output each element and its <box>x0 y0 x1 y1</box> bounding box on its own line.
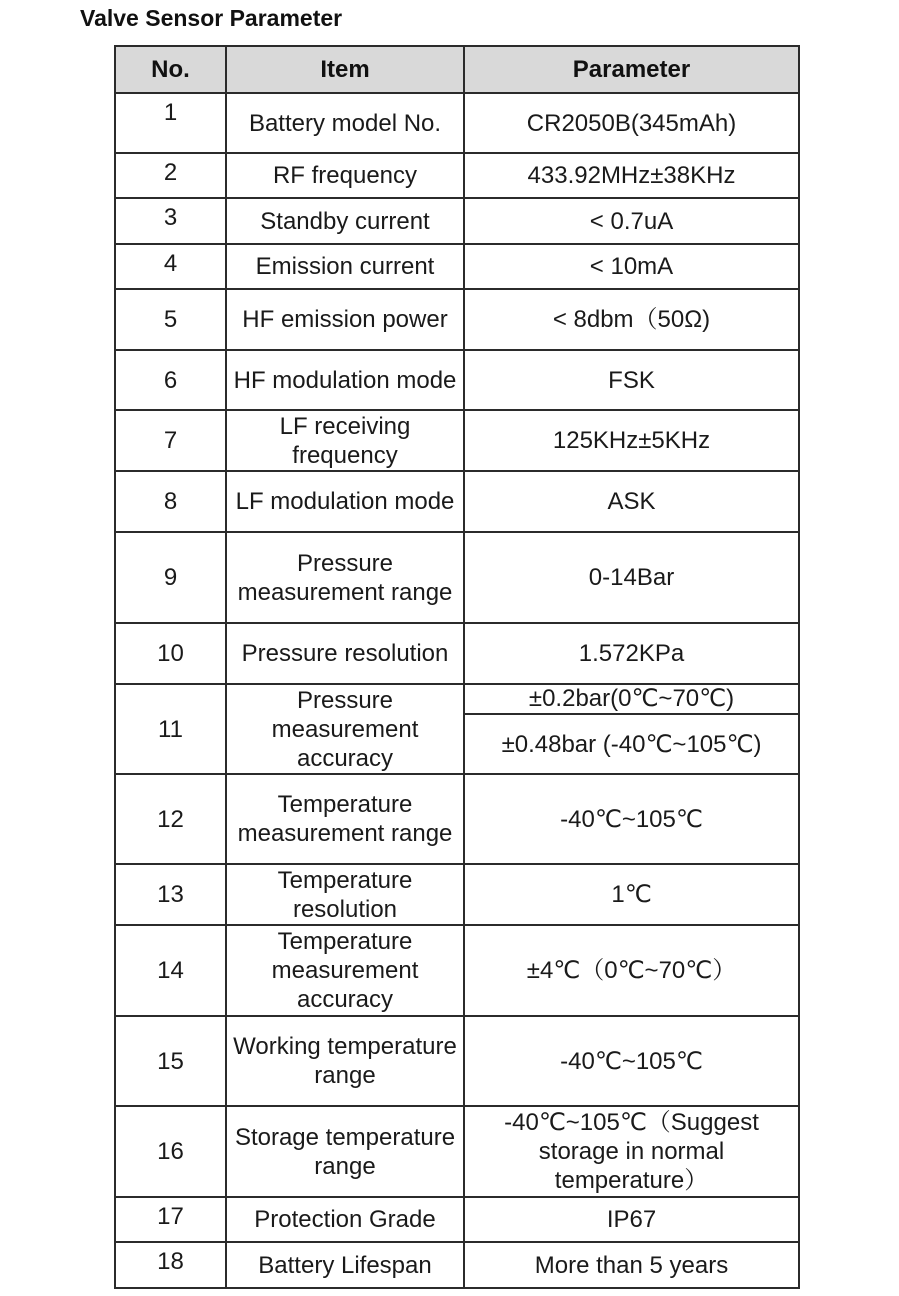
header-parameter: Parameter <box>464 46 799 93</box>
table-row <box>115 864 799 925</box>
row-number: 17 <box>115 1197 226 1242</box>
row-item: Battery Lifespan <box>226 1242 464 1288</box>
row-parameter: More than 5 years <box>464 1242 799 1288</box>
table-row <box>115 153 799 198</box>
table-row <box>115 623 799 684</box>
row-parameter: FSK <box>464 350 799 410</box>
table-row <box>115 410 799 471</box>
row-item: Pressure measurement range <box>226 532 464 623</box>
table-row <box>115 925 799 1016</box>
row-number: 16 <box>115 1106 226 1197</box>
row-item: Temperature measurement range <box>226 774 464 864</box>
table-row <box>115 198 799 244</box>
row-parameter-split <box>464 684 799 774</box>
row-number: 15 <box>115 1016 226 1106</box>
header-item: Item <box>226 46 464 93</box>
row-parameter: -40℃~105℃ <box>464 774 799 864</box>
split-parameter-container <box>465 685 798 773</box>
row-item: HF modulation mode <box>226 350 464 410</box>
row-item: Storage temperature range <box>226 1106 464 1197</box>
table-row <box>115 774 799 864</box>
row-number: 2 <box>115 153 226 198</box>
row-item: Battery model No. <box>226 93 464 153</box>
row-number: 8 <box>115 471 226 532</box>
row-parameter: < 10mA <box>464 244 799 289</box>
row-parameter: CR2050B(345mAh) <box>464 93 799 153</box>
row-item: RF frequency <box>226 153 464 198</box>
row-parameter: -40℃~105℃（Suggest storage in normal temperature） <box>464 1106 799 1197</box>
row-parameter: IP67 <box>464 1197 799 1242</box>
valve-sensor-parameter-table <box>114 45 800 1289</box>
row-parameter: ASK <box>464 471 799 532</box>
row-parameter: < 8dbm（50Ω) <box>464 289 799 350</box>
table-row <box>115 244 799 289</box>
row-number: 5 <box>115 289 226 350</box>
row-parameter: 0-14Bar <box>464 532 799 623</box>
row-parameter: 1.572KPa <box>464 623 799 684</box>
row-item: Emission current <box>226 244 464 289</box>
row-number: 7 <box>115 410 226 471</box>
table-row <box>115 289 799 350</box>
table-header-row <box>115 46 799 93</box>
row-parameter-top: ±0.2bar(0℃~70℃) <box>465 685 798 715</box>
row-parameter: 125KHz±5KHz <box>464 410 799 471</box>
row-number: 12 <box>115 774 226 864</box>
row-parameter: -40℃~105℃ <box>464 1016 799 1106</box>
row-item: HF emission power <box>226 289 464 350</box>
row-number: 18 <box>115 1242 226 1288</box>
row-item: LF modulation mode <box>226 471 464 532</box>
table-row <box>115 1242 799 1288</box>
row-number: 9 <box>115 532 226 623</box>
table-row <box>115 1106 799 1197</box>
header-no: No. <box>115 46 226 93</box>
row-number: 11 <box>115 684 226 774</box>
row-number: 6 <box>115 350 226 410</box>
row-number: 4 <box>115 244 226 289</box>
table-row <box>115 684 799 774</box>
row-parameter: 433.92MHz±38KHz <box>464 153 799 198</box>
row-number: 1 <box>115 93 226 153</box>
document-title: Valve Sensor Parameter <box>80 5 343 31</box>
row-item: Temperature measurement accuracy <box>226 925 464 1016</box>
row-item: Pressure measurement accuracy <box>226 684 464 774</box>
table-row <box>115 532 799 623</box>
row-item: LF receiving frequency <box>226 410 464 471</box>
table-row <box>115 1016 799 1106</box>
table-row <box>115 1197 799 1242</box>
table-row <box>115 350 799 410</box>
row-item: Pressure resolution <box>226 623 464 684</box>
row-item: Temperature resolution <box>226 864 464 925</box>
row-number: 13 <box>115 864 226 925</box>
table-row <box>115 471 799 532</box>
row-number: 10 <box>115 623 226 684</box>
row-number: 14 <box>115 925 226 1016</box>
row-parameter: 1℃ <box>464 864 799 925</box>
row-item: Protection Grade <box>226 1197 464 1242</box>
row-parameter: < 0.7uA <box>464 198 799 244</box>
row-parameter: ±4℃（0℃~70℃） <box>464 925 799 1016</box>
table-row <box>115 93 799 153</box>
row-parameter-bottom-text: ±0.48bar (-40℃~105℃) <box>501 730 762 758</box>
row-item: Working temperature range <box>226 1016 464 1106</box>
row-number: 3 <box>115 198 226 244</box>
row-item: Standby current <box>226 198 464 244</box>
row-parameter-bottom <box>465 715 798 773</box>
